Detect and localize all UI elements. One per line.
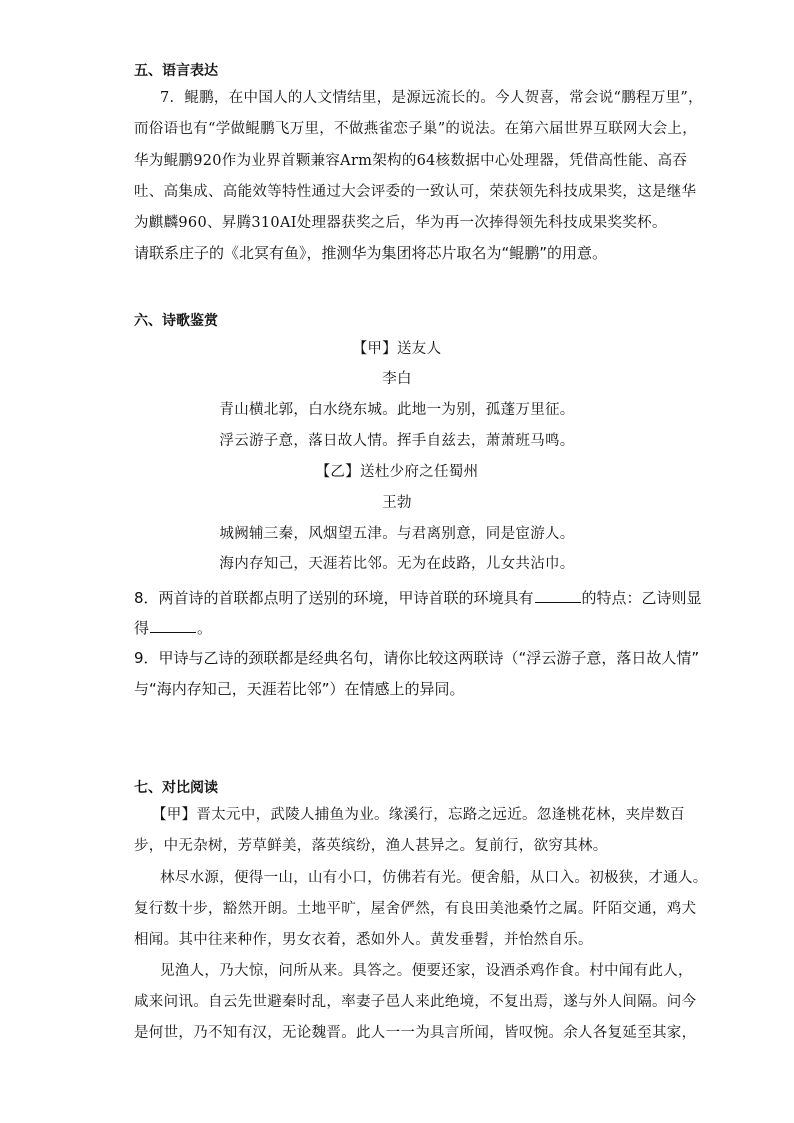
s5-passage-line-2: 而俗语也有“学做鲲鹏飞万里，不做燕雀恋子巢”的说法。在第六届世界互联网大会上， — [134, 121, 698, 137]
q8-text-a: 8．两首诗的首联都点明了送别的环境，甲诗首联的环境具有 — [134, 589, 534, 607]
s7-para3-line-2: 咸来问讯。自云先世避秦时乱，率妻子邑人来此绝境，不复出焉，遂与外人间隔。问今 — [134, 994, 697, 1010]
q8-line-1 — [134, 590, 702, 606]
s5-passage-line-4: 吐、高集成、高能效等特性通过大会评委的一致认可，荣获领先科技成果奖，这是继华 — [134, 184, 697, 200]
poem-jia-title: 【甲】送友人 — [352, 341, 442, 357]
s5-passage-line-5: 为麒麟960、昇腾310AI处理器获奖之后，华为再一次捧得领先科技成果奖奖杯。 — [134, 215, 667, 231]
q8-text-d: 。 — [197, 619, 213, 637]
poem-jia-line-1: 青山横北郭，白水绕东城。此地一为别，孤蓬万里征。 — [219, 402, 575, 418]
s7-para3-line-1: 见渔人，乃大惊，问所从来。具答之。便要还家，设酒杀鸡作食。村中闻有此人， — [160, 963, 693, 979]
q9-line-2: 与“海内存知己，天涯若比邻”）在情感上的异同。 — [134, 680, 465, 698]
q8-line-2 — [134, 620, 212, 636]
s5-passage-line-3: 华为鲲鹏920作为业界首颗兼容Arm架构的64核数据中心处理器，凭借高性能、高吞 — [134, 153, 688, 169]
q8-answer-blank-1[interactable] — [535, 590, 581, 603]
s5-question: 请联系庄子的《北冥有鱼》，推测华为集团将芯片取名为“鲲鹏”的用意。 — [134, 244, 608, 262]
q8-text-c: 得 — [134, 619, 150, 637]
poem-jia-line-2: 浮云游子意，落日故人情。挥手自兹去，萧萧班马鸣。 — [219, 433, 575, 449]
s5-passage-line-1: 7．鲲鹏，在中国人的人文情结里，是源远流长的。今人贺喜，常会说“鹏程万里”， — [160, 90, 703, 106]
s7-para2-line-1: 林尽水源，便得一山，山有小口，仿佛若有光。便舍船，从口入。初极狭，才通人。 — [160, 870, 708, 886]
poem-jia-author: 李白 — [382, 371, 412, 387]
poem-yi-author: 王勃 — [382, 495, 412, 511]
section-6-title: 六、诗歌鉴赏 — [134, 313, 218, 329]
q8-text-b: 的特点：乙诗则显 — [581, 589, 702, 607]
poem-yi-line-1: 城阙辅三秦，风烟望五津。与君离别意，同是宦游人。 — [219, 526, 575, 542]
s7-para3-line-3: 是何世，乃不知有汉，无论魏晋。此人一一为具言所闻，皆叹惋。余人各复延至其家， — [134, 1025, 697, 1041]
q8-answer-blank-2[interactable] — [150, 620, 196, 633]
s7-para2-line-3: 相闻。其中往来种作，男女衣着，悉如外人。黄发垂髫，并怡然自乐。 — [134, 932, 593, 948]
s7-para2-line-2: 复行数十步，豁然开朗。土地平旷，屋舍俨然，有良田美池桑竹之属。阡陌交通，鸡犬 — [134, 901, 697, 917]
s7-para1-line-2: 步，中无杂树，芳草鲜美，落英缤纷，渔人甚异之。复前行，欲穷其林。 — [134, 838, 608, 854]
q9-line-1: 9．甲诗与乙诗的颈联都是经典名句，请你比较这两联诗（“浮云游子意，落日故人情” — [134, 649, 700, 667]
poem-yi-line-2: 海内存知己，天涯若比邻。无为在歧路，儿女共沾巾。 — [219, 556, 575, 572]
s7-para1-line-1: 【甲】晋太元中，武陵人捕鱼为业。缘溪行，忘路之远近。忽逢桃花林，夹岸数百 — [152, 807, 685, 823]
poem-yi-title: 【乙】送杜少府之任蜀州 — [315, 464, 479, 480]
section-5-title: 五、语言表达 — [134, 63, 218, 79]
section-7-title: 七、对比阅读 — [134, 780, 218, 796]
